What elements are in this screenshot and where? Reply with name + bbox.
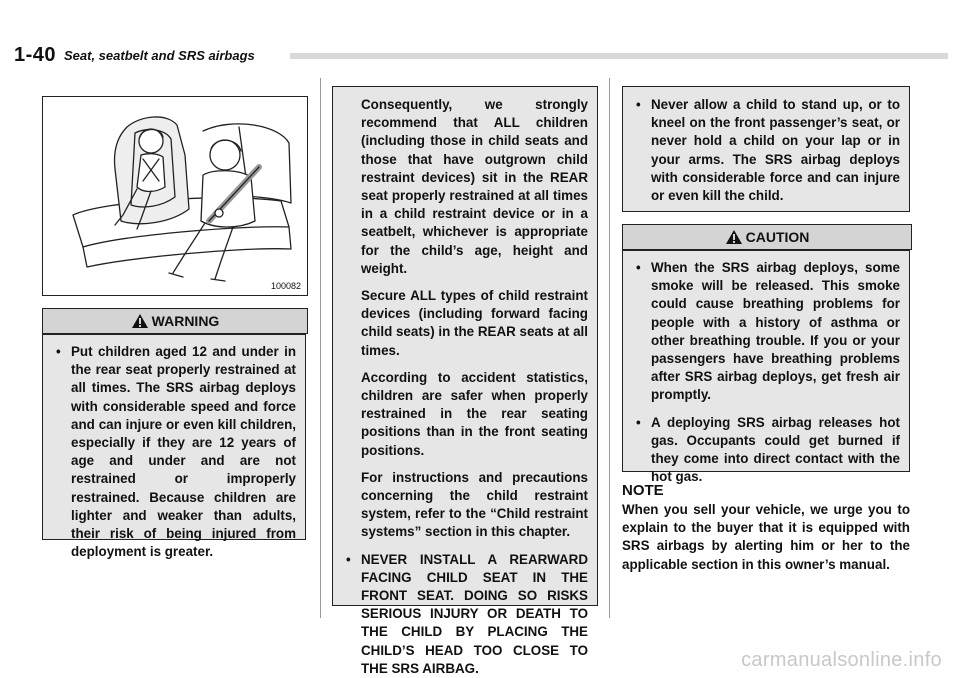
warning-label: [42, 308, 308, 334]
middle-bullet-text: NEVER INSTALL A REARWARD FACING CHILD SEAT IN THE FRONT SEAT. DOING SO RISKS SERIOUS INJURY OR DEATH TO THE CHILD BY PLACING THE CHILD’S HEAD TOO CLOSE TO THE SRS AIRBAG.: [361, 551, 588, 676]
column-divider-right: [609, 78, 610, 618]
page-header: [14, 44, 954, 66]
note-text: When you sell your vehicle, we urge you to explain to the buyer that it is equipped with SRS airbags by alerting him or her to the applicable section in this owner’s manual.: [622, 502, 910, 572]
caution-bullet-text: A deploying SRS airbag releases hot gas. Occupants could get burned if they come into direct contact with the hot gas.: [651, 414, 900, 485]
caution-bullet-text: When the SRS airbag deploys, some smoke will be released. This smoke could cause breathing problems for people with a history of asthma or other breathing trouble. If you or your passengers have breathing problems after SRS airbag deploys, get fresh air promptly.: [651, 260, 900, 403]
caution-bullet: [629, 414, 900, 487]
watermark: carmanualsonline.info: [741, 649, 942, 671]
header-rule: [290, 53, 948, 59]
note-title: NOTE: [622, 482, 664, 499]
middle-paragraph: Consequently, we strongly recommend that ALL children (including those in child seats and those that have outgrown child restraint devices) sit in the REAR seat properly restrained at all times in a child restraint device or in a seatbelt, whichever is appropriate for the child’s age, height and weight.: [361, 97, 588, 276]
warning-bullet: [49, 343, 296, 561]
page-number: 1-40: [14, 44, 57, 66]
bullet-dot-icon: •: [346, 551, 351, 567]
caution-label-text: CAUTION: [745, 229, 810, 245]
middle-paragraph: For instructions and precautions concerning the child restraint system, refer to the “Child restraint systems” section in this chapter.: [361, 469, 588, 540]
child-seat-illustration-icon: [43, 97, 307, 295]
middle-paragraph: According to accident statistics, children are safer when properly restrained in the rear seating positions than in the front seating positions.: [361, 369, 588, 458]
middle-warning-box: [332, 86, 598, 676]
warning-box: [42, 334, 306, 560]
warning-label-text: WARNING: [151, 313, 220, 329]
figure-child-seat: [42, 96, 308, 296]
middle-paragraph: Secure ALL types of child restraint devices (including forward facing child seats) in the REAR seats at all times.: [361, 288, 588, 358]
bullet-dot-icon: •: [636, 414, 641, 430]
column-divider-left: [320, 78, 321, 618]
bullet-dot-icon: •: [636, 260, 641, 275]
section-title: Seat, seatbelt and SRS airbags: [64, 48, 255, 63]
caution-bullet: [629, 259, 900, 405]
caution-triangle-icon: [725, 229, 743, 245]
bullet-dot-icon: •: [636, 97, 641, 112]
warning-triangle-icon: [131, 313, 149, 329]
right-warning-box: [622, 86, 910, 212]
right-bullet-text: Never allow a child to stand up, or to kneel on the front passenger’s seat, or never hold a child on your lap or in your arms. The SRS airbag deploys with considerable force and can injure or even kill the child.: [651, 97, 900, 204]
bullet-dot-icon: •: [56, 344, 61, 359]
caution-box: [622, 250, 910, 485]
figure-id: 100082: [270, 281, 301, 291]
middle-bullet: [339, 551, 588, 678]
caution-label: [622, 224, 912, 250]
warning-bullet-text: Put children aged 12 and under in the rear seat properly restrained at all times. The SRS airbag deploys with considerable speed and force and can injure or even kill children, especially if they are 12 years of age and under and are not restrained or improperly restrained. Because children are lighter and weaker than adults, their risk of being injured from deployment is greater.: [71, 344, 296, 560]
right-bullet: [629, 96, 900, 205]
